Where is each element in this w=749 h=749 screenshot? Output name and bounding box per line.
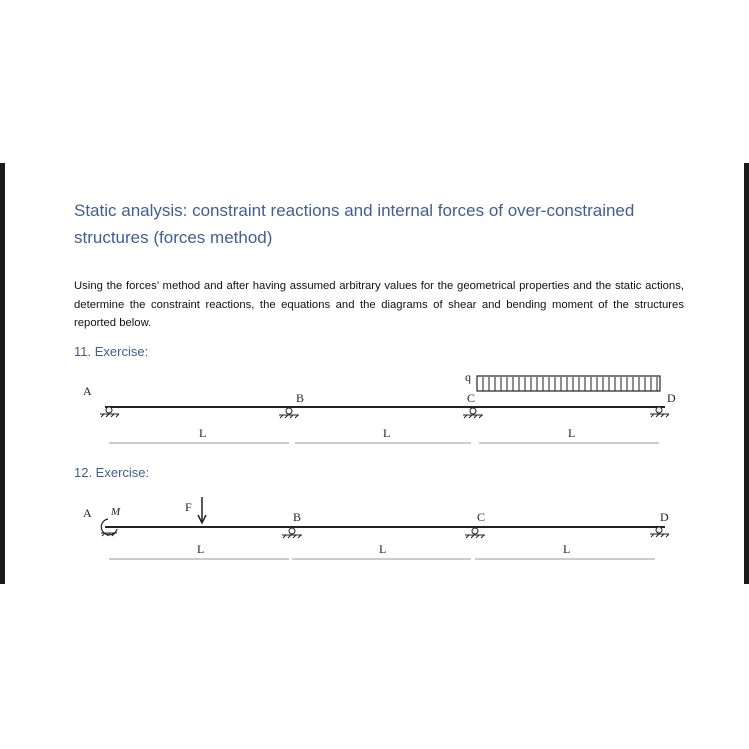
page-title: Static analysis: constraint reactions and internal forces of over-constrained structures (forces method) — [74, 201, 635, 247]
support-d — [650, 527, 669, 537]
support-a — [101, 533, 117, 536]
exercise-12-diagram — [5, 491, 749, 571]
point-label-c: C — [467, 391, 476, 405]
load-label-q: q — [465, 370, 471, 384]
moment-label: M — [111, 506, 121, 518]
support-c — [465, 528, 485, 538]
span-label-3: L — [568, 426, 576, 440]
exercise-12-heading: 12. Exercise: — [74, 465, 150, 480]
span-label-1: L — [197, 542, 205, 556]
point-label-a: A — [83, 506, 92, 520]
support-b — [282, 528, 302, 538]
support-c — [463, 408, 483, 418]
point-label-b: B — [293, 510, 302, 524]
span-label-1: L — [199, 426, 207, 440]
support-d — [650, 407, 669, 417]
span-label-3: L — [563, 542, 571, 556]
document-page — [0, 163, 749, 584]
point-label-c: C — [477, 510, 486, 524]
span-label-2: L — [383, 426, 391, 440]
instructions-paragraph: Using the forces’ method and after having assumed arbitrary values for the geometrical properties and the static actions, determine the constraint reactions, the equations and the diagrams of shear and bending moment of the structures reported below. — [74, 280, 684, 329]
support-a — [100, 407, 119, 417]
point-label-d: D — [660, 510, 669, 524]
force-label: F — [185, 500, 192, 514]
span-label-2: L — [379, 542, 387, 556]
support-b — [279, 408, 299, 418]
exercise-11-heading: 11. Exercise: — [74, 344, 149, 359]
point-label-b: B — [296, 391, 305, 405]
exercise-11-diagram — [5, 361, 749, 451]
point-label-d: D — [667, 391, 676, 405]
distributed-load — [477, 376, 660, 391]
point-label-a: A — [83, 384, 92, 398]
